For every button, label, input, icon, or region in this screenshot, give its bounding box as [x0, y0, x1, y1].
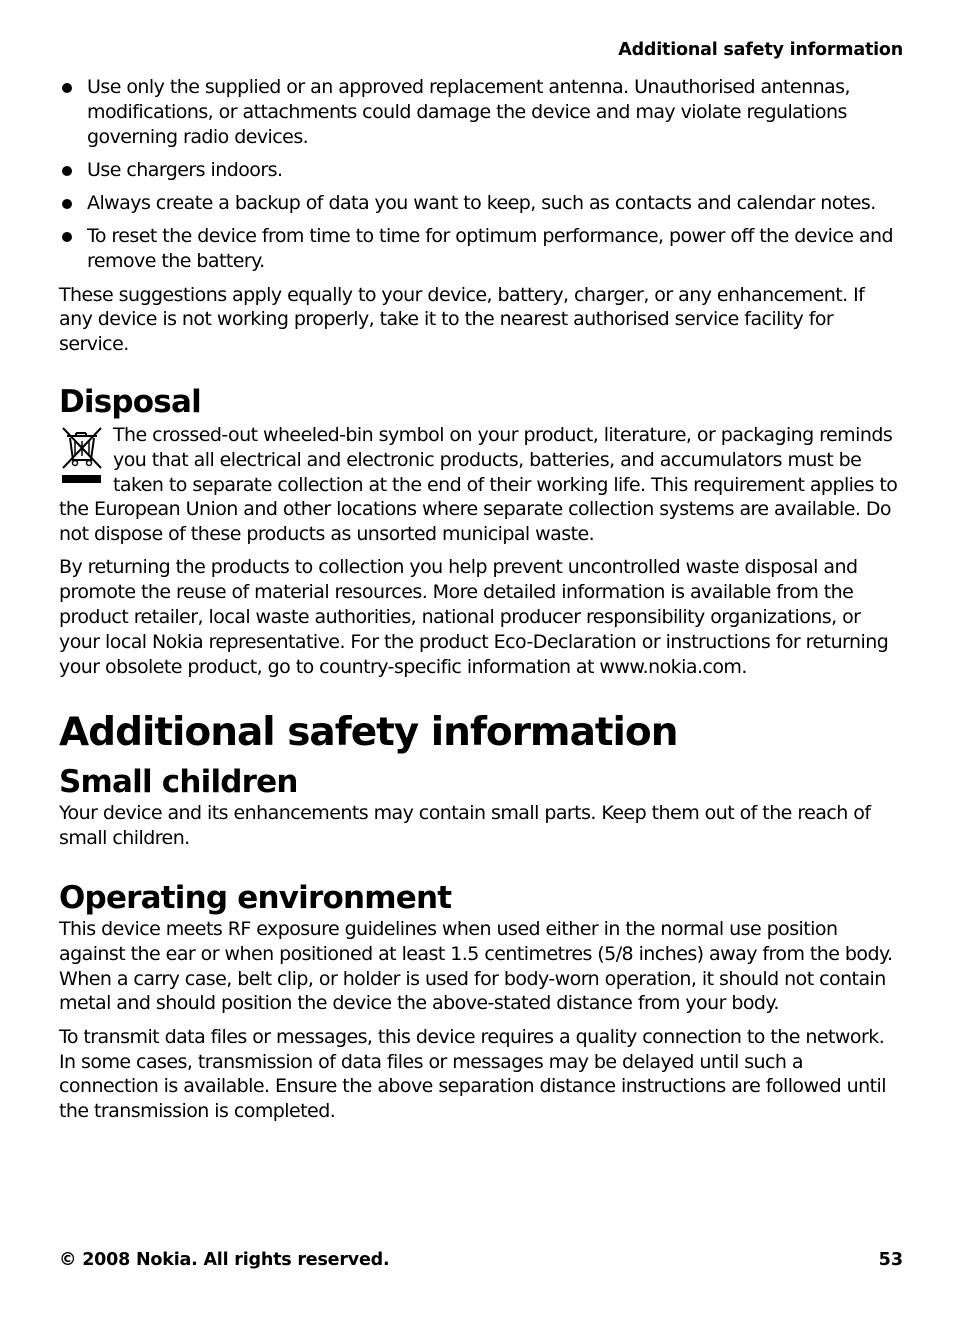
disposal-section: [59, 423, 903, 547]
list-item: Always create a backup of data you want to keep, such as contacts and calendar notes.: [59, 191, 903, 216]
section-title: Additional safety information: [59, 710, 678, 756]
intro-bullet-list: [59, 75, 903, 274]
page-number: 53: [878, 1250, 903, 1270]
small-children-heading: Small children: [59, 764, 298, 801]
operating-environment-paragraph-1: This device meets RF exposure guidelines when used either in the normal use position against the ear or when positioned at least 1.5 centimetres (5/8 inches) away from the body. When a carry case, belt clip, or holder is used for body-worn operation, it should not contain metal and should position the device the above-stated distance from your body.: [59, 918, 893, 1015]
disposal-heading: Disposal: [59, 383, 201, 420]
small-children-paragraph: Your device and its enhancements may contain small parts. Keep them out of the reach of small children.: [59, 802, 871, 850]
list-item: Use only the supplied or an approved replacement antenna. Unauthorised antennas, modifications, or attachments could damage the device and may violate regulations governing radio devices.: [59, 75, 903, 149]
list-item: Use chargers indoors.: [59, 158, 903, 183]
disposal-paragraph-2: By returning the products to collection you help prevent uncontrolled waste disposal and promote the reuse of material resources. More detailed information is available from the product retailer, local waste authorities, national producer responsibility organizations, or your local Nokia representative. For the product Eco-Declaration or instructions for returning your obsolete product, go to country-specific information at www.nokia.com.: [59, 556, 889, 678]
operating-environment-paragraph-2: To transmit data files or messages, this device requires a quality connection to the network. In some cases, transmission of data files or messages may be delayed until such a connection is available. Ensure the above separation distance instructions are followed until the transmission is completed.: [59, 1025, 886, 1123]
page-content: [59, 75, 903, 1132]
intro-paragraph: These suggestions apply equally to your device, battery, charger, or any enhancement. If any device is not working properly, take it to the nearest authorised service facility for service.: [59, 283, 865, 356]
disposal-paragraph-1: The crossed-out wheeled-bin symbol on your product, literature, or packaging reminds you that all electrical and electronic products, batteries, and accumulators must be taken to separate collection at the end of their working life. This requirement applies to the European Union and other locations where separate collection systems are available. Do not dispose of these products as unsorted municipal waste.: [59, 423, 898, 546]
operating-environment-heading: Operating environment: [59, 880, 452, 917]
list-item: To reset the device from time to time for optimum performance, power off the device and remove the battery.: [59, 224, 903, 274]
footer-copyright: © 2008 Nokia. All rights reserved.: [59, 1250, 390, 1270]
crossed-out-wheeled-bin-icon: [59, 424, 103, 490]
running-header: Additional safety information: [618, 40, 903, 60]
